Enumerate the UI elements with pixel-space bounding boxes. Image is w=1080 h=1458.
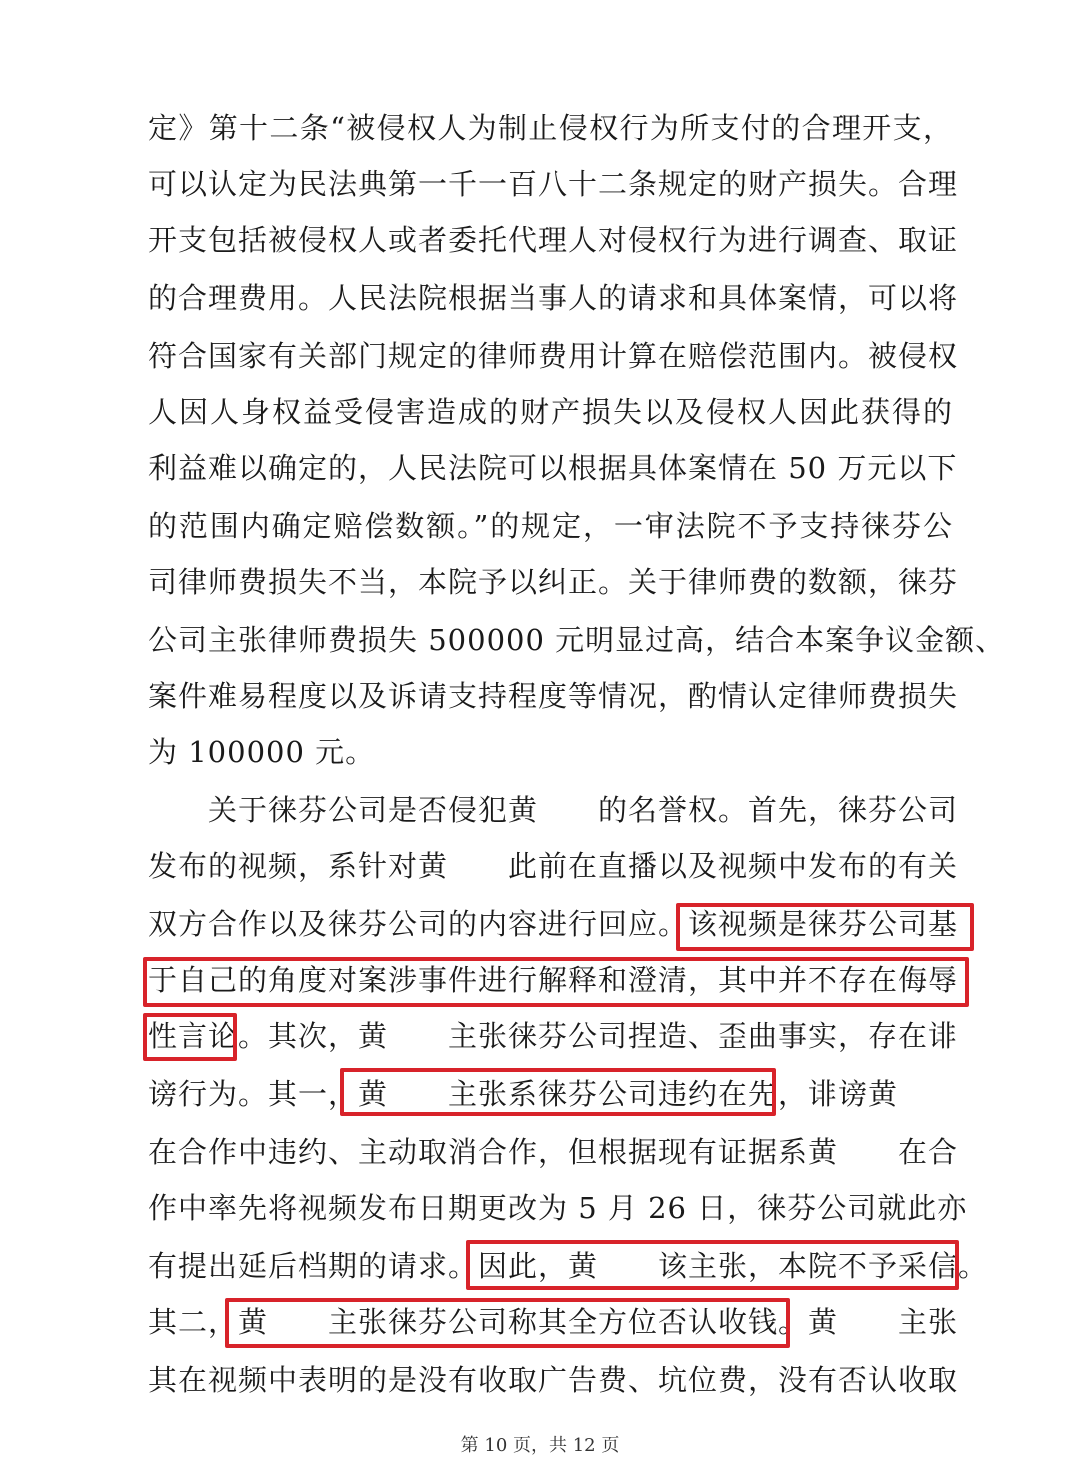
text-line: 于自己的角度对案涉事件进行解释和澄清，其中并不存在侮辱 — [148, 963, 959, 997]
text-line: 案件难易程度以及诉请支持程度等情况，酌情认定律师费损失 — [148, 679, 959, 713]
page-footer: 第 10 页，共 12 页 — [460, 1435, 620, 1456]
text-line: 符合国家有关部门规定的律师费用计算在赔偿范围内。被侵权 — [148, 339, 959, 373]
text-line: 司律师费损失不当，本院予以纠正。关于律师费的数额，徕芬 — [148, 565, 959, 599]
text-line: 发布的视频，系针对黄 此前在直播以及视频中发布的有关 — [148, 849, 959, 883]
highlight-box — [676, 903, 974, 951]
text-line: 双方合作以及徕芬公司的内容进行回应。该视频是徕芬公司基 — [148, 907, 959, 941]
highlight-box — [466, 1240, 959, 1290]
text-line: 性言论。其次，黄 主张徕芬公司捏造、歪曲事实，存在诽 — [148, 1019, 959, 1053]
text-line: 谤行为。其一，黄 主张系徕芬公司违约在先，诽谤黄 — [148, 1077, 899, 1111]
text-line: 为 100000 元。 — [148, 735, 376, 769]
text-line: 关于徕芬公司是否侵犯黄 的名誉权。首先，徕芬公司 — [208, 793, 959, 827]
text-line: 的范围内确定赔偿数额。”的规定，一审法院不予支持徕芬公 — [148, 509, 953, 543]
text-line: 有提出延后档期的请求。因此，黄 该主张，本院不予采信。 — [148, 1249, 989, 1283]
text-line: 的合理费用。人民法院根据当事人的请求和具体案情，可以将 — [148, 281, 959, 315]
text-line: 在合作中违约、主动取消合作，但根据现有证据系黄 在合 — [148, 1135, 959, 1169]
highlight-box — [143, 1013, 237, 1061]
highlight-box — [143, 957, 969, 1007]
text-line: 定》第十二条“被侵权人为制止侵权行为所支付的合理开支， — [148, 111, 953, 145]
highlight-box — [225, 1298, 790, 1348]
highlight-box — [340, 1068, 776, 1116]
text-line: 利益难以确定的，人民法院可以根据具体案情在 50 万元以下 — [148, 451, 958, 485]
text-line: 开支包括被侵权人或者委托代理人对侵权行为进行调查、取证 — [148, 223, 959, 257]
text-line: 作中率先将视频发布日期更改为 5 月 26 日，徕芬公司就此亦 — [148, 1191, 968, 1225]
text-line: 可以认定为民法典第一千一百八十二条规定的财产损失。合理 — [148, 167, 959, 201]
text-line: 其在视频中表明的是没有收取广告费、坑位费，没有否认收取 — [148, 1363, 959, 1397]
text-line: 公司主张律师费损失 500000 元明显过高，结合本案争议金额、 — [148, 623, 1006, 657]
text-line: 其二，黄 主张徕芬公司称其全方位否认收钱。黄 主张 — [148, 1305, 959, 1339]
text-line: 人因人身权益受侵害造成的财产损失以及侵权人因此获得的 — [148, 395, 953, 429]
